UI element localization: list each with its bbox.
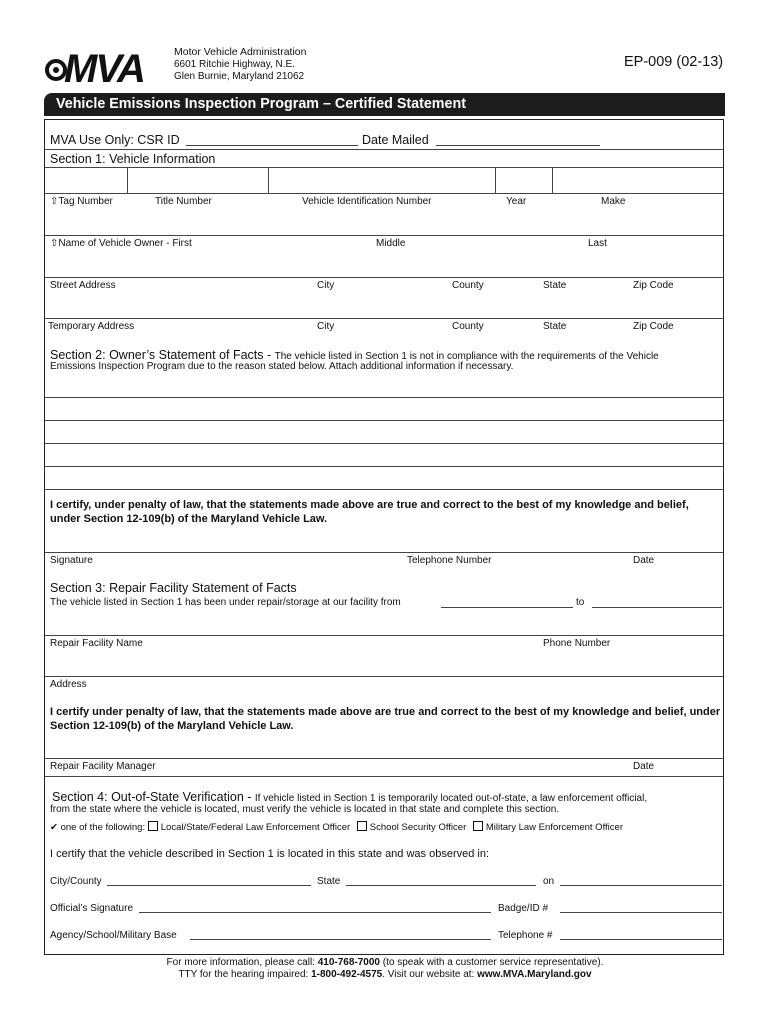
mva-logo: [44, 44, 168, 86]
agency-address-line2: Glen Burnie, Maryland 21062: [174, 71, 305, 82]
date-mailed-label: Date Mailed: [362, 133, 429, 147]
vehicle-info-row1-field[interactable]: [45, 193, 723, 194]
repair-to-date-field[interactable]: [592, 607, 722, 608]
agency-address-line1: 6601 Ritchie Highway, N.E.: [174, 58, 295, 70]
city-label: City: [317, 280, 335, 291]
repair-manager-field[interactable]: [45, 758, 723, 759]
footer-text: For more information, please call:: [166, 957, 318, 968]
repair-date-label: Date: [633, 761, 655, 772]
official-telephone-field[interactable]: [560, 939, 722, 940]
footer-text: . Visit our website at:: [382, 969, 478, 980]
owner-middle-label: Middle: [376, 238, 406, 249]
cell-divider: [127, 167, 128, 193]
vin-label: Vehicle Identification Number: [302, 196, 432, 207]
footer-phone: 410-768-7000: [317, 957, 380, 968]
title-number-label: Title Number: [155, 196, 212, 207]
oos-state-field[interactable]: [346, 885, 536, 886]
form-title: Vehicle Emissions Inspection Program – Certified Statement: [44, 93, 725, 116]
temp-state-label: State: [543, 321, 567, 332]
date-mailed-field[interactable]: [436, 145, 600, 146]
telephone-label: Telephone Number: [407, 555, 492, 566]
logo-wordmark: MVA: [64, 47, 144, 86]
section3-certify2: Section 12-109(b) of the Maryland Vehicle Law.: [50, 720, 294, 732]
section3-heading: Section 3: Repair Facility Statement of Facts: [50, 581, 297, 595]
street-address-field[interactable]: [45, 277, 723, 278]
owner-signature-field[interactable]: [45, 552, 723, 553]
temp-address-label: Temporary Address: [48, 321, 135, 332]
owner-name-field[interactable]: [45, 235, 723, 236]
statement-line-2[interactable]: [45, 420, 723, 421]
agency-field[interactable]: [190, 939, 491, 940]
csr-id-field[interactable]: [186, 145, 358, 146]
footer-tty-phone: 1-800-492-4575: [311, 969, 383, 980]
section2-text1: The vehicle listed in Section 1 is not in compliance with the requirements of the Vehicle: [274, 351, 659, 362]
make-label: Make: [601, 196, 626, 207]
agency-address: [174, 46, 306, 84]
footer-text: TTY for the hearing impaired:: [178, 969, 312, 980]
statement-line-1[interactable]: [45, 397, 723, 398]
section2-text2: Emissions Inspection Program due to the reason stated below. Attach additional information if necessary.: [50, 361, 514, 372]
badge-id-label: Badge/ID #: [498, 903, 549, 914]
year-label: Year: [506, 196, 527, 207]
repair-address-label: Address: [50, 679, 87, 690]
opt-military-law-label: Military Law Enforcement Officer: [485, 822, 623, 833]
repair-facility-name-label: Repair Facility Name: [50, 638, 143, 649]
owner-first-label: ⇧Name of Vehicle Owner - First: [50, 238, 192, 249]
repair-address-field[interactable]: [45, 676, 723, 677]
checkbox-military-law[interactable]: [473, 821, 483, 831]
statement-line-3[interactable]: [45, 443, 723, 444]
statement-line-5[interactable]: [45, 489, 723, 490]
statement-line-4[interactable]: [45, 466, 723, 467]
section3-to: to: [576, 597, 585, 608]
footer-line2: [0, 969, 770, 981]
owner-date-label: Date: [633, 555, 655, 566]
section2-heading: Section 2: Owner’s Statement of Facts -: [50, 348, 275, 362]
officer-type-options: [50, 821, 623, 833]
opt-school-security-label: School Security Officer: [369, 822, 467, 833]
cell-divider: [495, 167, 496, 193]
section4-heading: Section 4: Out-of-State Verification -: [52, 790, 255, 804]
section2-certify2: under Section 12-109(b) of the Maryland Vehicle Law.: [50, 513, 328, 525]
divider: [45, 149, 723, 150]
section3-certify1: I certify under penalty of law, that the statements made above are true and correct to the best of my knowledge and belief, under: [50, 706, 721, 718]
cell-divider: [268, 167, 269, 193]
tag-number-label: ⇧Tag Number: [50, 196, 113, 207]
repair-facility-name-field[interactable]: [45, 635, 723, 636]
state-label: State: [543, 280, 567, 291]
checkbox-school-security[interactable]: [357, 821, 367, 831]
checkbox-local-state-federal[interactable]: [148, 821, 158, 831]
section1-heading: Section 1: Vehicle Information: [50, 152, 216, 166]
zip-label: Zip Code: [633, 280, 674, 291]
divider: [45, 167, 723, 168]
oos-state-label: State: [317, 876, 341, 887]
repair-from-date-field[interactable]: [441, 607, 573, 608]
section2-certify1: I certify, under penalty of law, that the statements made above are true and correct to the best of my knowledge and belief,: [50, 499, 689, 511]
section4-certify: I certify that the vehicle described in Section 1 is located in this state and was observed in:: [50, 848, 490, 860]
observed-date-field[interactable]: [560, 885, 722, 886]
street-address-label: Street Address: [50, 280, 116, 291]
divider: [45, 776, 723, 777]
city-county-label: City/County: [50, 876, 102, 887]
repair-phone-label: Phone Number: [543, 638, 611, 649]
city-county-field[interactable]: [107, 885, 311, 886]
mva-use-csr-label: MVA Use Only: CSR ID: [50, 133, 180, 147]
footer-website-link[interactable]: www.MVA.Maryland.gov: [477, 969, 592, 980]
repair-manager-label: Repair Facility Manager: [50, 761, 156, 772]
agency-name: Motor Vehicle Administration: [174, 46, 307, 58]
badge-id-field[interactable]: [560, 912, 722, 913]
footer-line1: [0, 957, 770, 969]
temporary-address-field[interactable]: [45, 318, 723, 319]
observed-on-label: on: [543, 876, 555, 887]
owner-last-label: Last: [588, 238, 607, 249]
agency-label: Agency/School/Military Base: [50, 930, 177, 941]
official-signature-label: Official’s Signature: [50, 903, 134, 914]
temp-zip-label: Zip Code: [633, 321, 674, 332]
footer-text: (to speak with a customer service representative).: [380, 957, 604, 968]
cell-divider: [552, 167, 553, 193]
signature-label: Signature: [50, 555, 93, 566]
official-telephone-label: Telephone #: [498, 930, 553, 941]
section4-text2: from the state where the vehicle is located, must verify the vehicle is located in that state and complete this section.: [50, 804, 560, 815]
section3-text: The vehicle listed in Section 1 has been under repair/storage at our facility from: [50, 597, 401, 608]
form-number: EP-009 (02-13): [624, 54, 724, 70]
section4-text1: If vehicle listed in Section 1 is temporarily located out-of-state, a law enforcement official,: [254, 793, 648, 804]
opt-local-state-federal-label: Local/State/Federal Law Enforcement Officer: [160, 822, 351, 833]
county-label: County: [452, 280, 484, 291]
temp-city-label: City: [317, 321, 335, 332]
check-intro: ✔ one of the following:: [50, 822, 146, 833]
temp-county-label: County: [452, 321, 484, 332]
official-signature-field[interactable]: [139, 912, 491, 913]
